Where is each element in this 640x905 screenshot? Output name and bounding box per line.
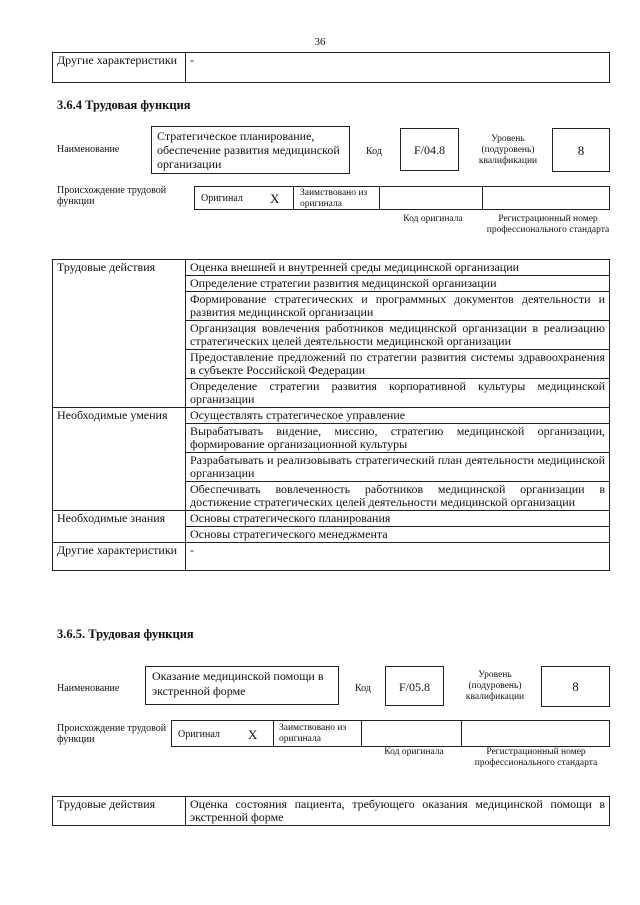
code-box [385, 666, 444, 706]
code-label: Код [366, 146, 382, 157]
code-label: Код [355, 683, 371, 694]
original-box [194, 186, 294, 210]
section-title-3-6-4: 3.6.4 Трудовая функция [57, 98, 191, 112]
action-item: Оценка состояния пациента, требующего оказания медицинской помощи в экстренной форме [186, 797, 610, 826]
function-table-3-6-5 [52, 796, 610, 826]
code-original-box [361, 720, 462, 747]
borrowed-label: Заимствовано из оригинала [279, 723, 347, 744]
borrowed-box [293, 186, 380, 210]
code-original-caption: Код оригинала [403, 214, 463, 224]
actions-label: Трудовые действия [53, 260, 186, 408]
origin-label: Происхождение трудовой функции [57, 723, 167, 745]
code-value: F/05.8 [398, 680, 430, 694]
other-value: - [186, 543, 610, 571]
action-item: Определение стратегии развития медицинской организации [186, 276, 610, 292]
action-item: Определение стратегии развития корпоративной культуры медицинской организации [186, 379, 610, 408]
origin-label: Происхождение трудовой функции [57, 185, 167, 207]
skill-item: Разрабатывать и реализовывать стратегический план деятельности медицинской организации [186, 453, 610, 482]
action-item: Оценка внешней и внутренней среды медицинской организации [186, 260, 610, 276]
skill-item: Обеспечивать вовлеченность работников медицинской организации в достижение стратегических целей деятельности медицинской организации [186, 482, 610, 511]
borrowed-label: Заимствовано из оригинала [300, 188, 368, 209]
code-box [400, 128, 459, 171]
original-mark: X [248, 727, 258, 742]
level-value: 8 [577, 143, 585, 158]
reg-number-caption: Регистрационный номер профессионального стандарта [486, 214, 610, 235]
level-box [541, 666, 610, 707]
actions-label: Трудовые действия [53, 797, 186, 826]
code-original-caption: Код оригинала [384, 747, 444, 757]
action-item: Предоставление предложений по стратегии развития системы здравоохранения в субъекте Российской Федерации [186, 350, 610, 379]
page-number: 36 [314, 36, 326, 48]
other-characteristics-value: - [186, 53, 610, 83]
original-label: Оригинал [178, 729, 220, 740]
code-original-box [379, 186, 483, 210]
action-item: Формирование стратегических и программных документов деятельности и развития медицинской организации [186, 292, 610, 321]
level-label: Уровень (подуровень) квалификации [465, 670, 525, 702]
table-row [53, 260, 610, 276]
other-label: Другие характеристики [53, 543, 186, 571]
original-box [171, 720, 274, 747]
name-label: Наименование [57, 683, 120, 694]
skills-label: Необходимые умения [53, 408, 186, 511]
knowledge-label: Необходимые знания [53, 511, 186, 543]
top-characteristics-table [52, 52, 610, 83]
table-row [53, 511, 610, 527]
borrowed-box [273, 720, 362, 747]
level-label: Уровень (подуровень) квалификации [478, 134, 538, 166]
reg-number-box [482, 186, 610, 210]
section-title-3-6-5: 3.6.5. Трудовая функция [57, 627, 194, 641]
knowledge-item: Основы стратегического планирования [186, 511, 610, 527]
skill-item: Вырабатывать видение, миссию, стратегию медицинской организации, формирование организационной культуры [186, 424, 610, 453]
other-characteristics-label: Другие характеристики [53, 53, 186, 83]
level-value: 8 [572, 679, 579, 694]
table-row [53, 797, 610, 826]
knowledge-item: Основы стратегического менеджмента [186, 527, 610, 543]
function-name-value: Стратегическое планирование, обеспечение развития медицинской организации [157, 129, 340, 171]
reg-number-caption: Регистрационный номер профессионального стандарта [474, 747, 598, 768]
level-box [552, 128, 610, 172]
code-value: F/04.8 [413, 143, 445, 157]
skill-item: Осуществлять стратегическое управление [186, 408, 610, 424]
reg-number-box [461, 720, 610, 747]
function-name-box [145, 666, 339, 705]
function-table-3-6-4 [52, 259, 610, 571]
function-name-box [151, 126, 350, 174]
action-item: Организация вовлечения работников медицинской организации в реализацию стратегических целей деятельности медицинской организации [186, 321, 610, 350]
table-row [53, 543, 610, 571]
name-label: Наименование [57, 144, 120, 155]
original-label: Оригинал [201, 193, 243, 204]
table-row [53, 408, 610, 424]
original-mark: X [270, 191, 280, 206]
function-name-value: Оказание медицинской помощи в экстренной форме [152, 669, 324, 698]
